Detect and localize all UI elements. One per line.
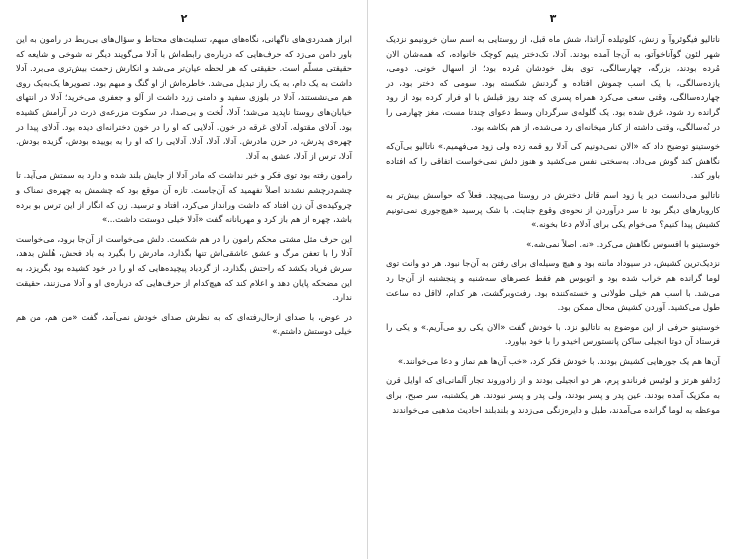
- page-number: ۲: [180, 12, 188, 25]
- paragraph: خوستینو با افسوس نگاهش می‌کرد. «نه. اصلاً نمی‌شه.»: [526, 238, 720, 249]
- paragraph: خوستینو توضیح داد که «الان نمی‌دونیم کی آدلا رو قمه زده ولی زود می‌فهمیم.» ناتالیو بی‌آن‌که نگاهش کند گوش می‌داد. به‌سختی نفس می‌کشید و هنوز دلش نمی‌خواست اتفاقی را که افتاده باور کند.: [386, 141, 720, 181]
- paragraph: آن‌ها هم یک جورهایی کشیش بودند. با خودش فکر کرد، «خب آن‌ها هم نماز و دعا می‌خوانند.»: [397, 355, 720, 366]
- paragraph: ناتالیو می‌دانست دیر یا زود اسم قاتل دخترش در روستا می‌پیچد. فعلاً که حواسش بیش‌تر به کاروبارهای دیگر بود تا سر درآوردن از نحوه‌ی وقوع جنایت. با شک پرسید «هیچ‌جوری نمی‌تونیم کشیش پیدا کنیم؟ می‌خوام یکی برای آدلام دعا بخونه.»: [386, 189, 720, 230]
- paragraph: این حرف مثل مشتی محکم رامون را در هم شکست. دلش می‌خواست از آن‌جا برود، می‌خواست آدلا را با تعفن مرگ و عشق عاشقی‌اش تنها بگذارد، مادرش را بگیرد به باد فحش، هُلش بدهد، سرش فریاد بکشد که راحتش بگذارد، از گردباد پیچیده‌هایی که او را در خود کشیده بود بگریزد، به این مضحکه پایان دهد و اعلام کند که هیچ‌کدام از حرف‌هایی که درباره‌ی او و آدلا می‌زنند، حقیقت ندارد.: [16, 233, 352, 303]
- paragraph: نزدیک‌ترین کشیش، در سیوداد ماننه بود و هیچ وسیله‌ای برای رفتن به آن‌جا نبود. هر دو وانت توی لوما گرانده هم خراب شده بود و اتوبوس هم فقط عصرهای سه‌شنبه و پنجشنبه از آن‌جا رد می‌شد. با اسب هم خیلی طولانی و خسته‌کننده بود. رفت‌وبرگشت، هر کدام، لااقل ده ساعت طول می‌کشید. آوردن کشیش محال ممکن بود.: [386, 258, 720, 313]
- paragraph: ابراز همدردی‌های ناگهانی، نگاه‌های مبهم، تسلیت‌های محتاط و سؤال‌های بی‌ربط در رامون به این باور دامن می‌زد که حرف‌هایی که درباره‌ی رابطه‌اش با آدلا می‌گویند دیگر نه شوخی و شایعه که حقیقتی مسلّم است. حقیقتی که هر لحظه عیان‌تر می‌شد و انکارش زحمت بیش‌تری می‌برد. آدلا داشت به یک دام، به یک راز تبدیل می‌شد. خاطره‌اش از او گنگ و مبهم بود. تصویرها یک‌به‌یک روی هم می‌نشستند، آدلا در بلوزی سفید و دامنی زرد داشت از آلو و جعفری می‌خرید؛ آدلا در انتهای خیابان‌های روستا ناپدید می‌شد؛ آدلا، لُخت و بی‌صدا، در سکوت مزرعه‌ی ذرت در آرامش کشیده بود. آدلای مقتوله. آدلای غرقه در خون. آدلایی که او را در خون دخترانه‌ای دیده بود. آدلای پیدا در چهره‌ی پدرش، در حزن مادرش. آدلا، آدلا، آدلا. آدلایی را که او را به بوییده بودش، گزیده بودش. آدلا، ترس از آدلا، عشق به آدلا.: [16, 34, 352, 161]
- paragraph: رُدلفو هرتز و لوئیس فرناندو پرم، هر دو انجیلی بودند و از زادوروند تجار آلمانی‌ای که اوایل قرن به مکزیک آمده بودند. عین پدر و پسر بودند، ولی پدر و پسر نبودند. هر یکشنبه، سر صبح، برای موعظه به لوما گرانده می‌آمدند، طبل و دایره‌زنگی می‌زدند و بلندبلند احادیث مذهبی می‌خواندند: [386, 375, 720, 415]
- page-number: ۳: [549, 12, 557, 25]
- paragraph: خوستینو حرفی از این موضوع به ناتالیو نزد. با خودش گفت «الان یکی رو می‌آریم.» و یکی را فرستاد آن دوتا انجیلی ساکن پانستورس اخیدو را با خود بیاورد.: [386, 321, 720, 347]
- paragraph: در عوض، با صدای ازحال‌رفته‌ای که به نظرش صدای خودش نمی‌آمد، گفت «من هم، من هم خیلی دوستش داشتم.»: [16, 311, 352, 337]
- paragraph: ناتالیو فیگوئروآ و زنش، کلوتیلده آرانذا، شش ماه قبل، از روستایی به اسم سان خرونیمو نزدیک شهر لئون گوآناخوآتو، به آن‌جا آمده بودند. آدلا، تک‌دختر یتیم کوچک خانواده، که همه‌شان الان مُرده بودند، بزرگه، چهارسالگی، توی بغل خودشان مُرده بود؛ از اسهال خونی. دومی، یازده‌سالگی، با یک اسب چموش افتاده و گردنش شکسته بود. سومی که دختر بود، در چهارده‌سالگی، وقتی سعی می‌کرد همراه پسری که چند روز قبلش با او فرار کرده بود از رود گرانده رد شود، غرق شده بود. یک گلوله‌ی سرگردان وسط دعوای چندتا مست، مغز چهارمی را در نُه‌سالگی، وقتی داشته از کنار میخانه‌ای رد می‌شده، از هم بکاشه بود.: [386, 34, 720, 132]
- right-page: [370, 0, 736, 559]
- page-gutter: [367, 0, 368, 559]
- left-page: [0, 0, 366, 559]
- paragraph: رامون رفته بود توی فکر و خبر نداشت که مادر آدلا از جایش بلند شده و دارد به سمتش می‌آید. تا چشم‌درچشم نشدند اصلاً نفهمید که آن‌جاست. تازه آن موقع بود که چشمش به چهره‌ی نمناک و چروکیده‌ی آن زن افتاد که داشت ورانداز می‌کرد، افتاد و ترسید. زن که انگار از این ترس بو برده باشد، چهره از هم باز کرد و مهربانانه گفت «آدلا خیلی دوستت داشت...»: [16, 170, 352, 225]
